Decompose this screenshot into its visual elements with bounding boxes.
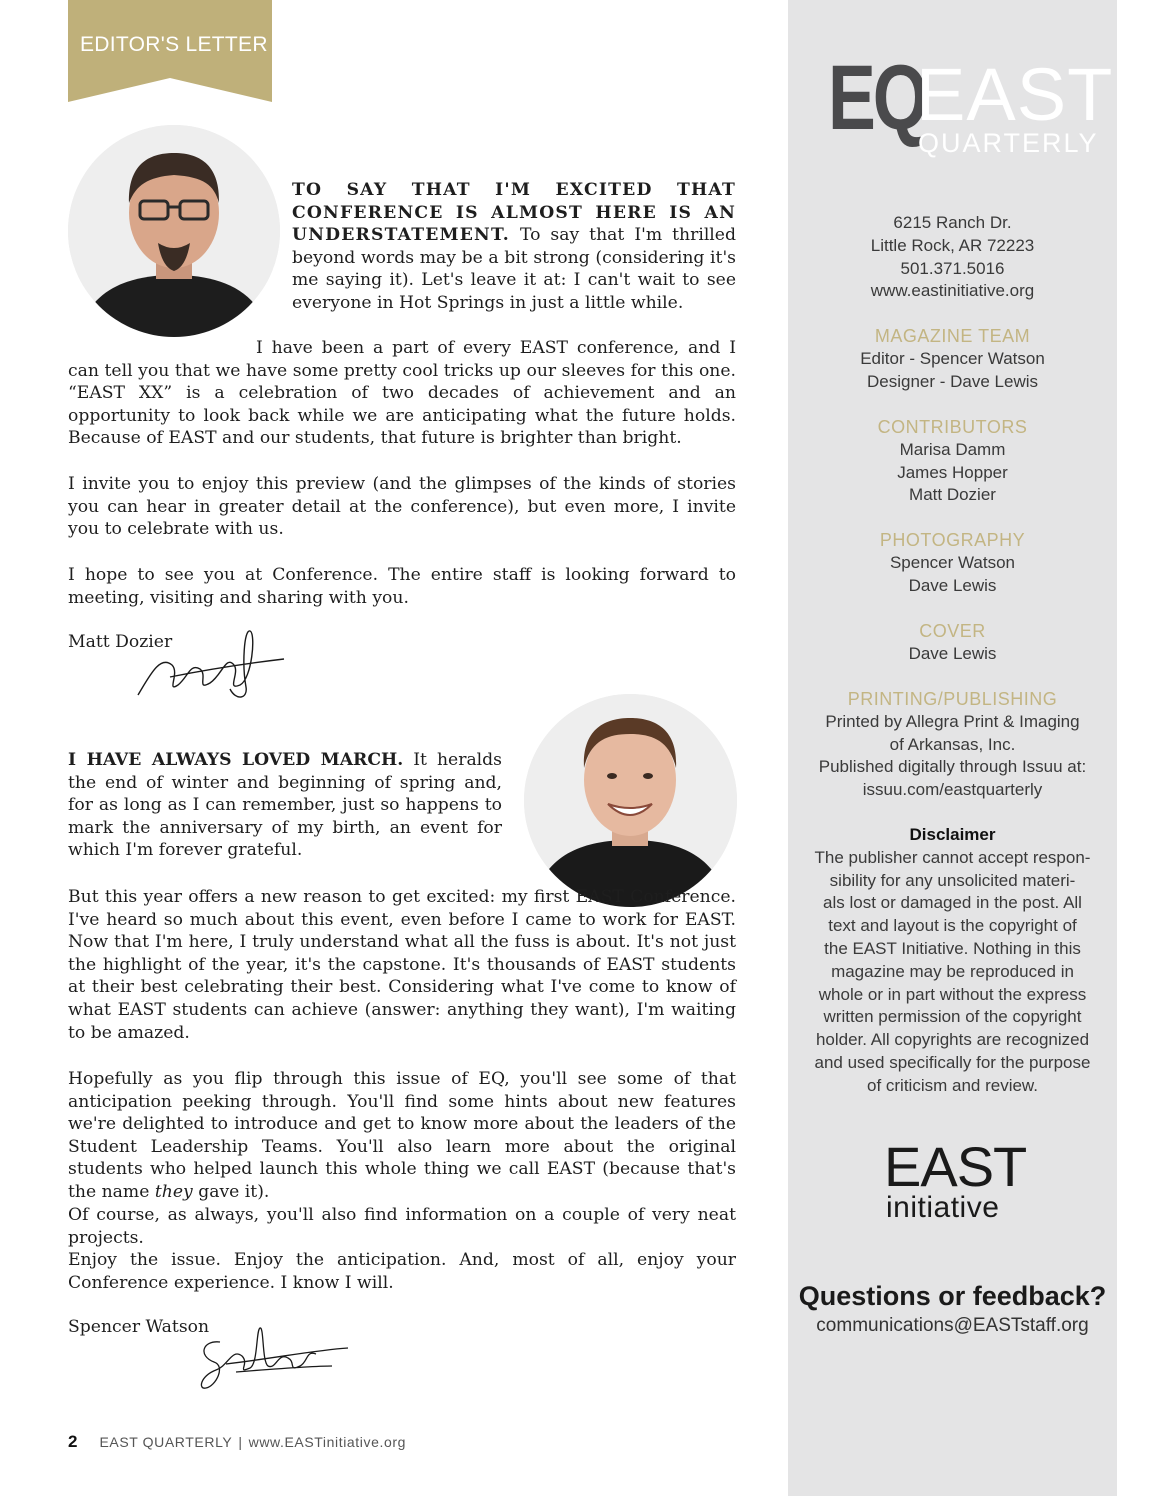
eq-logo-east: EAST [916,53,1114,136]
printing-section [788,688,1117,802]
team-member: Editor - Spencer Watson [860,348,1045,368]
letter1-intro-rest: To say that I'm thrilled beyond words may be a bit strong (considering it's me saying it). Let's leave it at: I can't wait to see everyone in Hot Springs in just a little while. [292,225,736,313]
printing-line: issuu.com/eastquarterly [862,780,1043,800]
letter2-paragraph-4: Of course, as always, you'll also find information on a couple of very neat projects. [68,1205,736,1248]
portrait-illustration [524,694,737,907]
letter2-p3-italic: they [154,1181,193,1202]
contributor: Matt Dozier [909,485,996,505]
letter2-lead: I HAVE ALWAYS LOVED MARCH. [68,750,404,770]
address-street: 6215 Ranch Dr. [893,213,1012,232]
letter2-paragraph-3 [68,1068,736,1204]
letter1-paragraph-3: I invite you to enjoy this preview (and the glimpses of the kinds of stories you can hear in greater detail at the conference), but even more, I invite you to celebrate with us. [68,474,736,540]
author-photo-matt [68,125,280,337]
cover-section [788,620,1117,666]
section-heading: COVER [919,621,986,641]
magazine-team-section [788,325,1117,393]
section-banner [68,0,272,102]
author-photo-spencer [524,694,737,907]
disclaimer-line: whole or in part without the express [818,984,1087,1004]
letter2-paragraph-5: Enjoy the issue. Enjoy the anticipation. And, most of all, enjoy your Conference experience. I know I will. [68,1250,736,1293]
letter1-signer-name: Matt Dozier [68,632,173,652]
letter1-paragraph-2: I have been a part of every EAST conference, and I can tell you that we have some pretty cool tricks up our sleeves for this one. “EAST XX” is a celebration of two decades of achievement and an opportunity to look back while we are anticipating what the future holds. Because of EAST and our students, that future is brighter than bright. [68,338,736,449]
letter2-intro-paragraph [68,749,502,862]
feedback-heading: Questions or feedback? [798,1281,1107,1311]
portrait-illustration [68,125,280,337]
photographer: Dave Lewis [908,575,997,595]
letter2-signer-name: Spencer Watson [68,1317,210,1337]
footer-divider: | [238,1434,243,1450]
contributor: Marisa Damm [899,439,1006,459]
section-heading: PHOTOGRAPHY [879,530,1026,550]
east-initiative-logo [884,1135,1034,1224]
eq-logo-mark: EQ [828,47,926,149]
disclaimer-line: of criticism and review. [867,1075,1038,1095]
signature-matt [130,625,290,703]
printing-line: of Arkansas, Inc. [889,734,1016,754]
page-footer [68,1432,406,1452]
east-logo-word: EAST [884,1135,1027,1198]
disclaimer-line: and used specifically for the purpose [814,1052,1091,1072]
printing-line: Published digitally through Issuu at: [818,757,1087,777]
section-heading: CONTRIBUTORS [877,417,1028,437]
disclaimer-line: The publisher cannot accept respon- [814,847,1091,867]
contributors-section [788,416,1117,507]
photographer: Spencer Watson [889,552,1016,572]
letter2-p3-text-end: gave it). [198,1181,270,1202]
letter1-lead: TO SAY THAT I'M EXCITED THAT CONFERENCE IS ALMOST HERE IS AN UNDERSTATEMENT. [292,180,736,246]
disclaimer-line: the EAST Initiative. Nothing in this [824,938,1081,958]
disclaimer-line: holder. All copyrights are recognized [815,1030,1090,1050]
team-member: Designer - Dave Lewis [866,371,1038,391]
section-heading: PRINTING/PUBLISHING [847,689,1058,709]
page-number: 2 [68,1432,78,1451]
masthead-sidebar [788,0,1117,1496]
disclaimer-line: magazine may be reproduced in [831,961,1074,981]
east-logo-subword: initiative [886,1191,1000,1224]
letter1-paragraph-4: I hope to see you at Conference. The entire staff is looking forward to meeting, visiting and sharing with you. [68,565,736,608]
disclaimer-heading: Disclaimer [909,825,996,844]
letter2-intro-rest: It heralds the end of winter and beginning of spring and, for as long as I can remember, just so happens to mark the anniversary of my birth, an event for which I'm forever grateful. [68,750,503,861]
section-heading: MAGAZINE TEAM [874,326,1031,346]
letter1-intro-paragraph [292,179,736,315]
letter2-paragraph-2: But this year offers a new reason to get excited: my first EAST Conference. I've heard so much about this event, even before I came to work for EAST. Now that I'm here, I truly understand what all the fuss is about. It's not just the highlight of the year, it's the capstone. It's thousands of EAST students at their best celebrating their best. Considering what I've come to know of what EAST students can achieve (answer: anything they want), I'm waiting to be amazed. [68,887,736,1043]
contact-address [788,212,1117,303]
feedback-email-link[interactable]: communications@EASTstaff.org [816,1315,1089,1336]
cover-credit: Dave Lewis [908,643,997,663]
disclaimer-line: als lost or damaged in the post. All [823,893,1082,913]
disclaimer-line: text and layout is the copyright of [828,916,1077,936]
disclaimer-section [788,824,1117,1098]
disclaimer-line: written permission of the copyright [823,1007,1082,1027]
address-website: www.eastinitiative.org [870,281,1035,301]
signature-spencer [196,1322,352,1394]
footer-publication: EAST QUARTERLY [99,1434,233,1450]
address-phone: 501.371.5016 [900,258,1005,278]
banner-label: EDITOR'S LETTER [80,33,268,56]
contributor: James Hopper [897,462,1008,482]
letter2-p3-text: Hopefully as you flip through this issue of EQ, you'll see some of that anticipation peeking through. You'll find some hints about new features we're delighted to introduce and get to know more about the leaders of the Student Leadership Teams. You'll also learn more about the original students who helped launch this whole thing we call EAST (because that's the name [68,1069,736,1202]
eq-logo-quarterly: QUARTERLY [918,128,1099,158]
photography-section [788,529,1117,597]
address-city: Little Rock, AR 72223 [870,235,1035,255]
disclaimer-line: sibility for any unsolicited materi- [829,870,1076,890]
printing-line: Printed by Allegra Print & Imaging [825,711,1080,731]
footer-url: www.EASTinitiative.org [248,1434,407,1450]
